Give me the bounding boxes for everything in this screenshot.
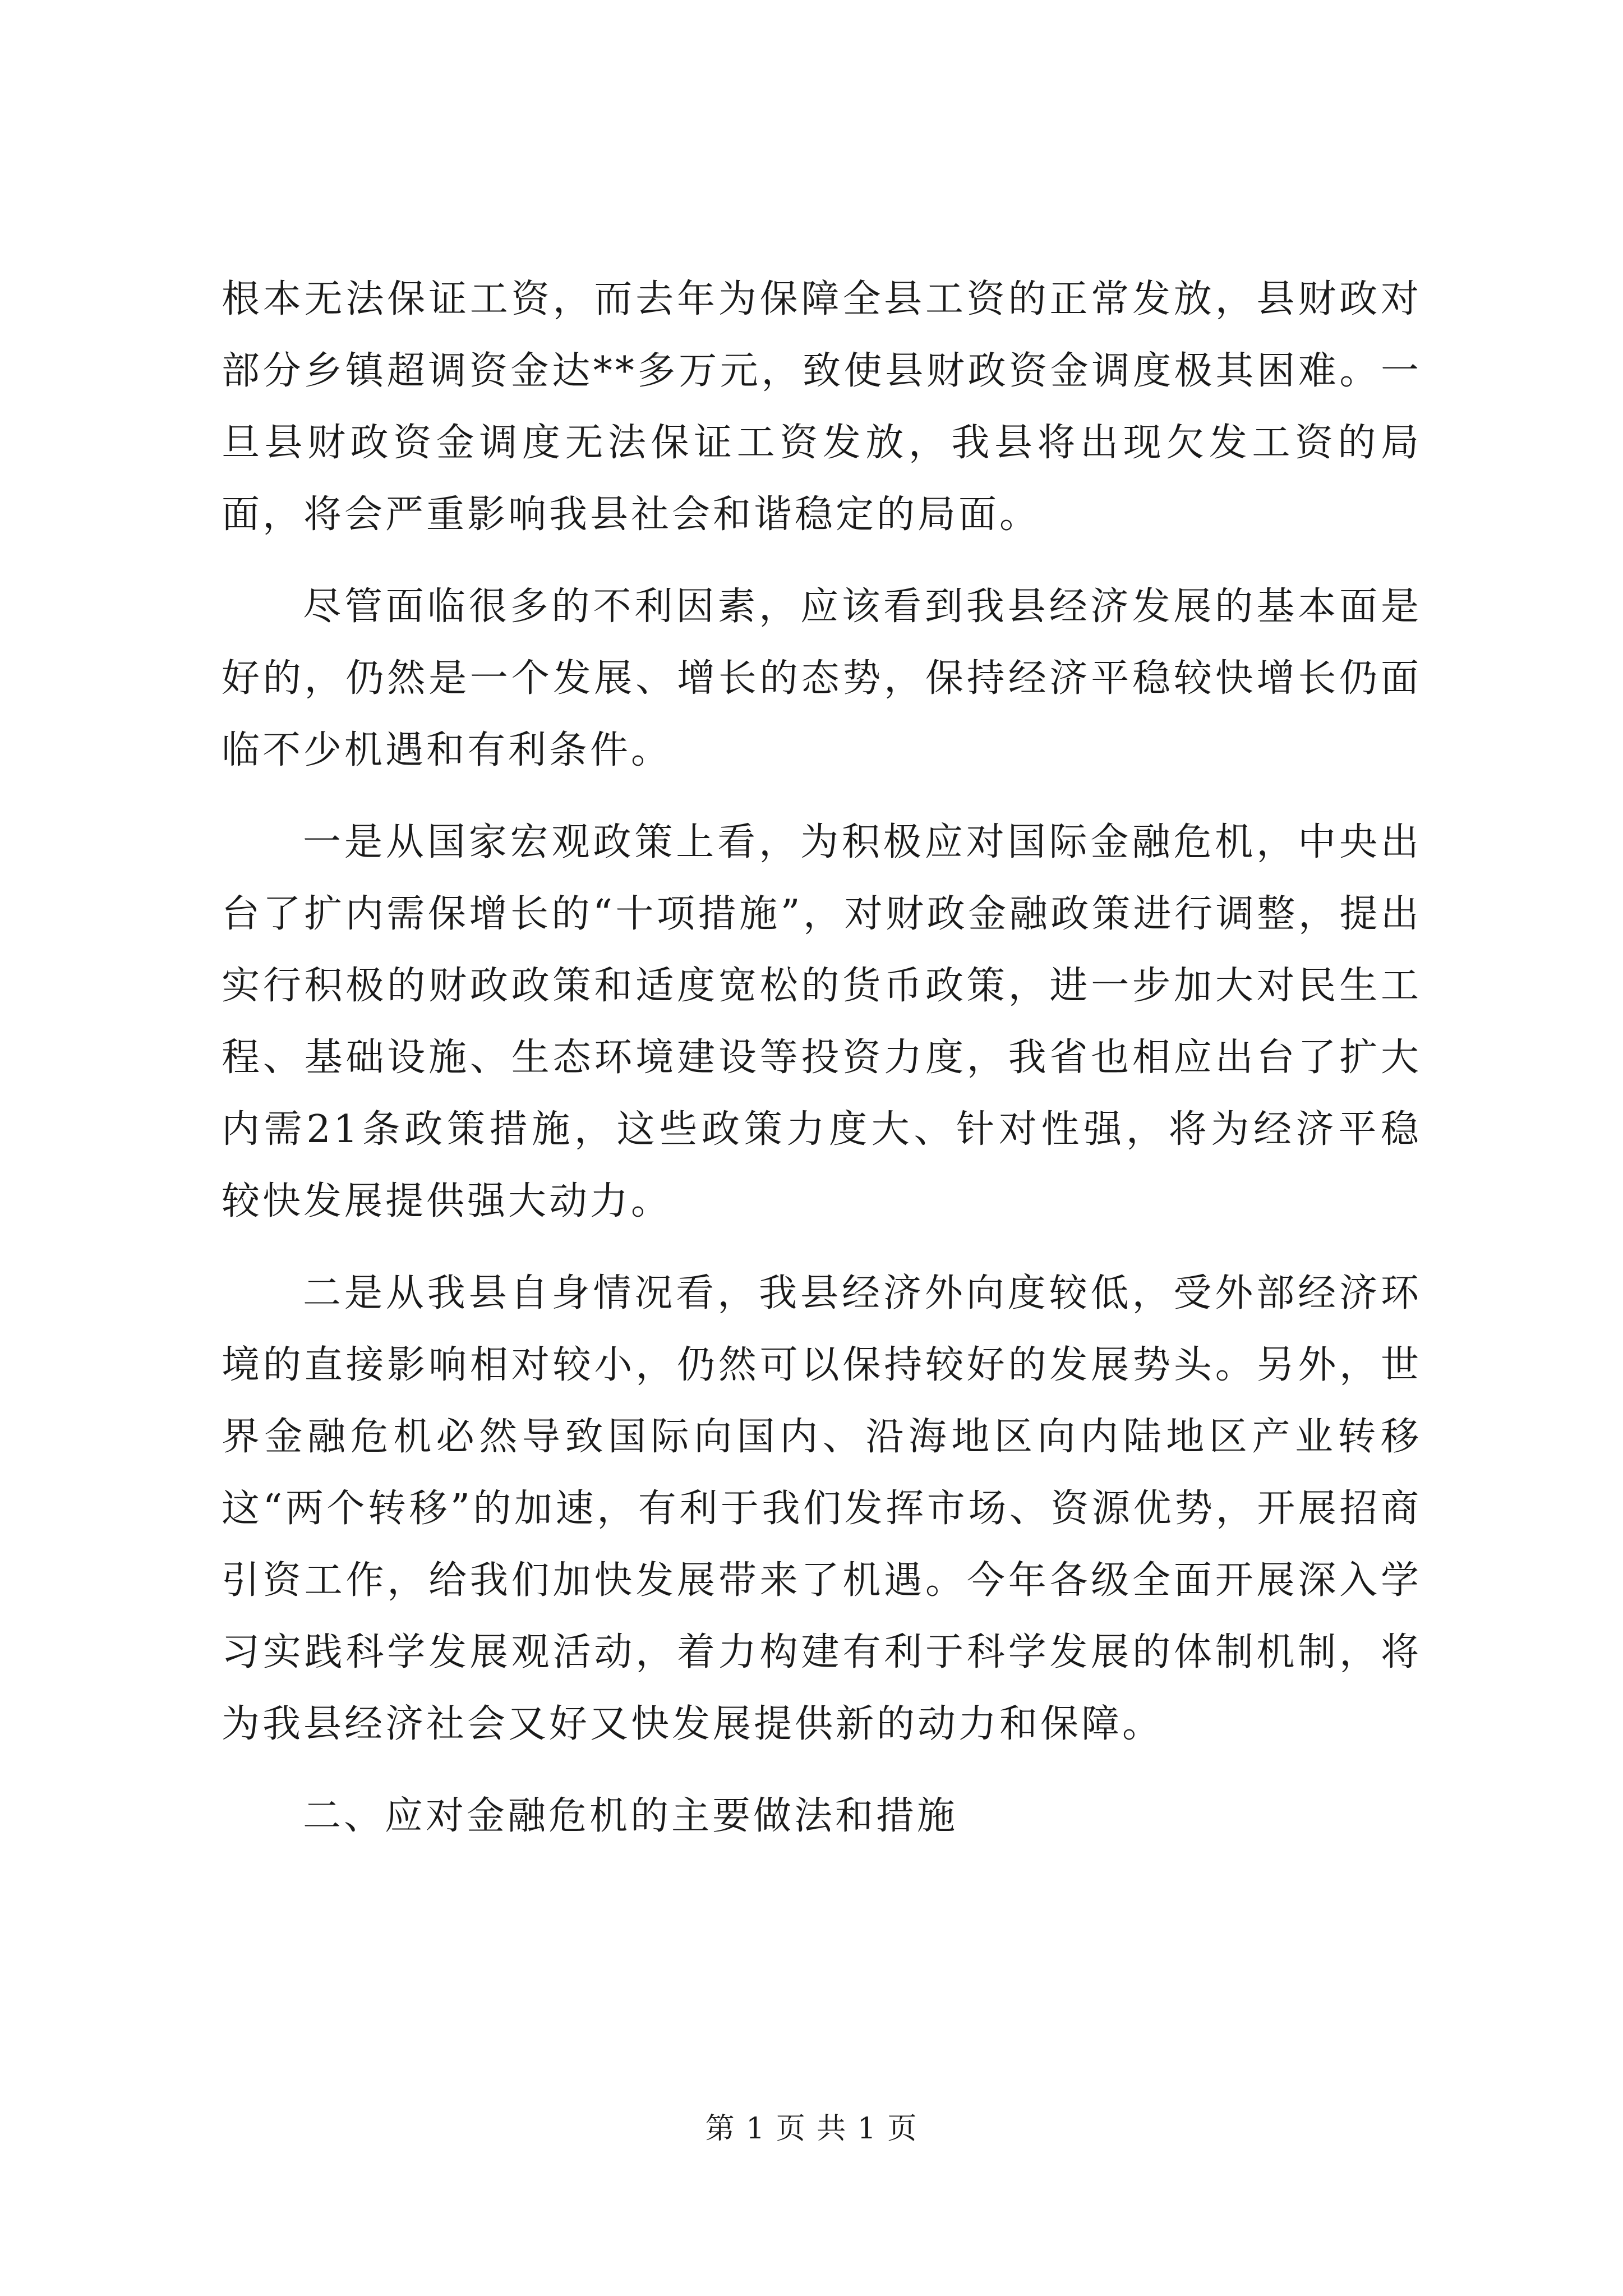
document-body (222, 264, 1422, 1872)
paragraph-county-situation: 二是从我县自身情况看，我县经济外向度较低，受外部经济环境的直接影响相对较小，仍然可以保持较好的发展势头。另外，世界金融危机必然导致国际向国内、沿海地区向内陆地区产业转移这“两个转移”的加速，有利于我们发挥市场、资源优势，开展招商引资工作，给我们加快发展带来了机遇。今年各级全面开展深入学习实践科学发展观活动，着力构建有利于科学发展的体制机制，将为我县经济社会又好又快发展提供新的动力和保障。 (222, 1271, 1422, 1746)
paragraph-continuation: 根本无法保证工资，而去年为保障全县工资的正常发放，县财政对部分乡镇超调资金达**多万元，致使县财政资金调度极其困难。一旦县财政资金调度无法保证工资发放，我县将出现欠发工资的局面，将会严重影响我县社会和谐稳定的局面。 (222, 277, 1422, 537)
section-heading: 二、应对金融危机的主要做法和措施 (303, 1794, 958, 1838)
paragraph-national-policy: 一是从国家宏观政策上看，为积极应对国际金融危机，中央出台了扩内需保增长的“十项措施”，对财政金融政策进行调整，提出实行积极的财政政策和适度宽松的货币政策，进一步加大对民生工程、基础设施、生态环境建设等投资力度，我省也相应出台了扩大内需21条政策措施，这些政策力度大、针对性强，将为经济平稳较快发展提供强大动力。 (222, 820, 1422, 1223)
page-footer: 第 1 页 共 1 页 (705, 2112, 918, 2146)
paragraph-favorable-conditions: 尽管面临很多的不利因素，应该看到我县经济发展的基本面是好的，仍然是一个发展、增长的态势，保持经济平稳较快增长仍面临不少机遇和有利条件。 (222, 585, 1422, 772)
